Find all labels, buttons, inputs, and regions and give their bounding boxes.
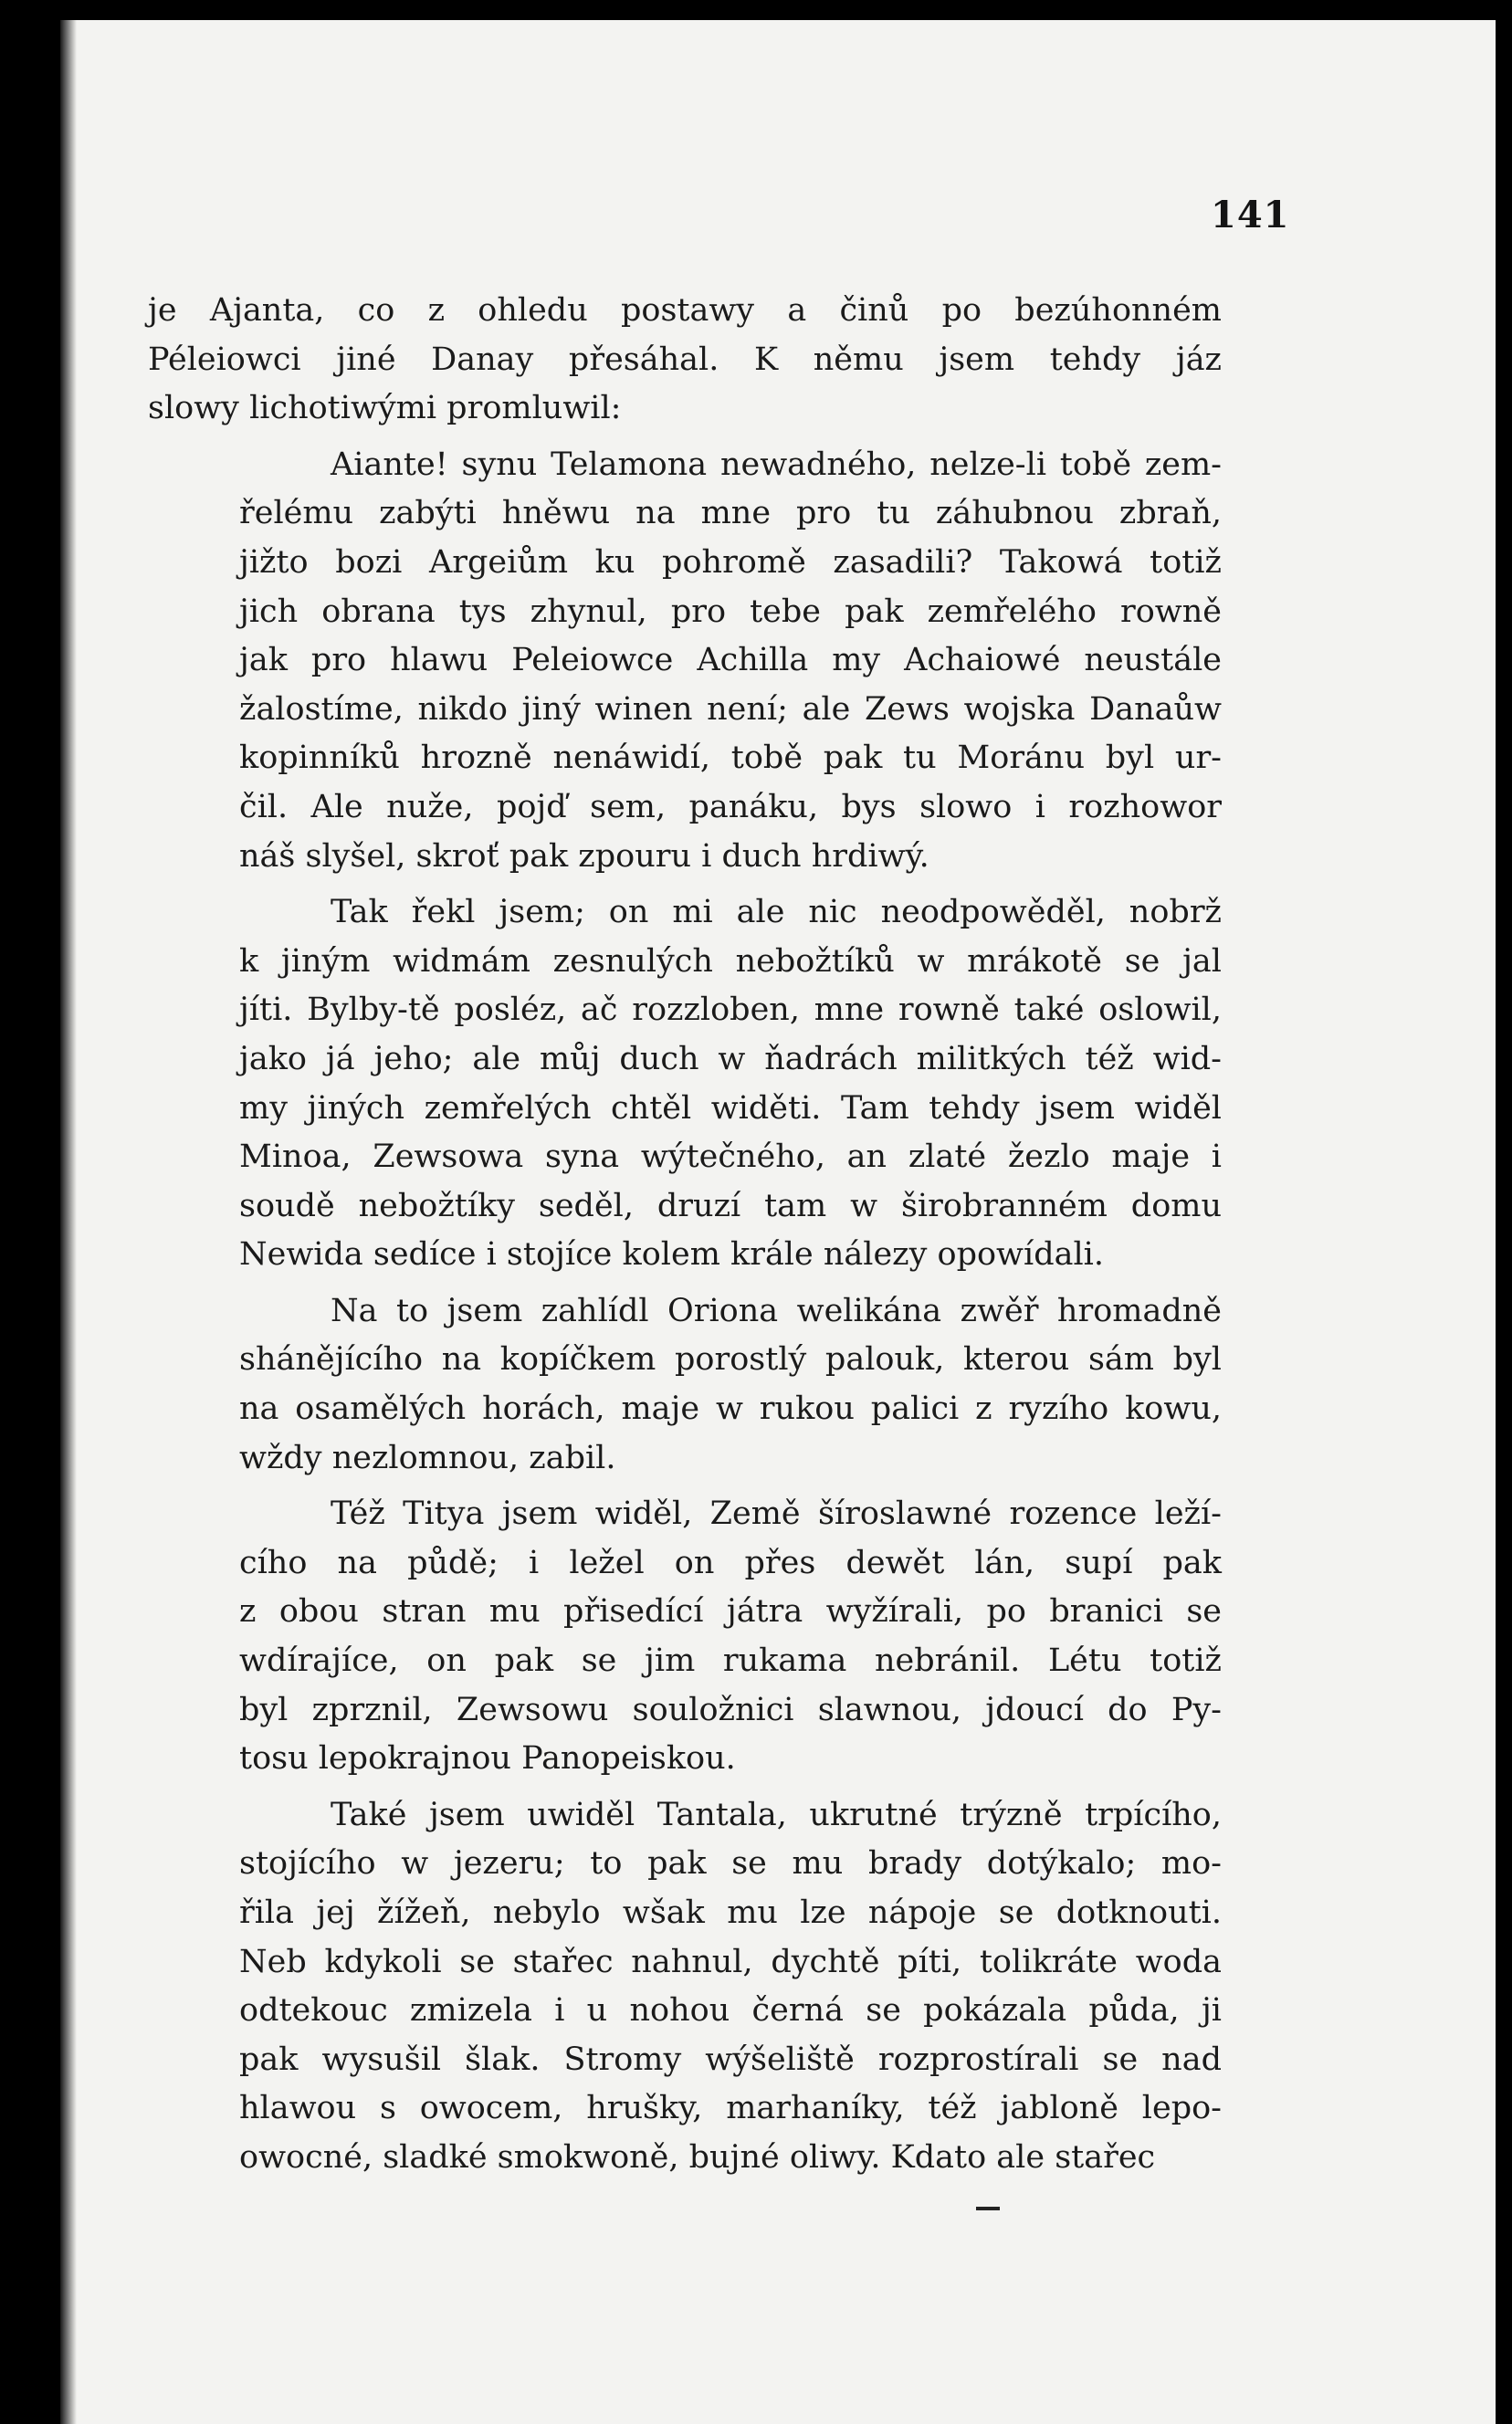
text-line: odtekouc zmizela i u nohou černá se pokázala půda, ji [239,1992,1222,2030]
paragraph [148,441,1222,881]
text-line: jak pro hlawu Peleiowce Achilla my Achaiowé neustále [239,642,1222,679]
text-line: Minoa, Zewsowa syna wýtečného, an zlaté žezlo maje i [239,1139,1222,1176]
text-line: hlawou s owocem, hrušky, marhaníky, též jabloně lepo- [239,2090,1222,2127]
text-line: žalostíme, nikdo jiný winen není; ale Zews wojska Danaůw [239,690,1222,728]
text-line: na osamělých horách, maje w rukou palici z ryzího kowu, [239,1390,1222,1428]
text-line: byl zprznil, Zewsowu souložnici slawnou, jdoucí do Py- [239,1691,1222,1728]
text-line: Péleiowci jiné Danay přesáhal. K němu jsem tehdy jáz [148,341,1222,378]
paragraph [148,287,1222,434]
book-page [60,20,1496,2424]
text-line: pak wysušil šlak. Stromy wýšeliště rozprostírali se nad [239,2041,1222,2078]
text-line: jíti. Bylby-tě posléz, ač rozzloben, mne rowně také oslowil, [239,992,1222,1029]
text-line: čil. Ale nuže, pojď sem, panáku, bys slowo i rozhowor [239,788,1222,825]
page-number: 141 [1211,194,1290,236]
text-line: stojícího w jezeru; to pak se mu brady dotýkalo; mo- [239,1845,1222,1883]
text-line: jich obrana tys zhynul, pro tebe pak zemřelého rowně [239,593,1222,630]
paragraph [148,1791,1222,2183]
text-line: soudě nebožtíky seděl, druzí tam w širobranném domu [239,1187,1222,1224]
paragraph [148,1490,1222,1784]
text-line: wdírajíce, on pak se jim rukama nebránil. Létu totiž [239,1642,1222,1680]
text-line: Neb kdykoli se stařec nahnul, dychtě píti, tolikráte woda [239,1943,1222,1980]
page-end-mark [976,2207,1000,2210]
text-line: kopinníků hrozně nenáwidí, tobě pak tu Moránu byl ur- [239,740,1222,777]
text-line: Také jsem uwiděl Tantala, ukrutné trýzně trpícího, [331,1796,1222,1833]
text-line: Aiante! synu Telamona newadného, nelze-li tobě zem- [331,446,1222,483]
text-line: cího na půdě; i ležel on přes dewět lán, supí pak [239,1544,1222,1581]
text-line: jako já jeho; ale můj duch w ňadrách militkých též wid- [239,1040,1222,1077]
text-line: k jiným widmám zesnulých nebožtíků w mrákotě se jal [239,942,1222,980]
text-line: náš slyšel, skroť pak zpouru i duch hrdiwý. [239,837,929,875]
text-line: Tak řekl jsem; on mi ale nic neodpowěděl, nobrž [331,894,1222,931]
text-line: řila jej žížeň, nebylo wšak mu lze nápoje se dotknouti. [239,1894,1222,1931]
text-line: z obou stran mu přisedící játra wyžírali, po branici se [239,1593,1222,1631]
page-gutter-shadow [60,20,77,2424]
text-line: Též Tityа jsem widěl, Země šíroslawné rozence leží- [331,1495,1222,1533]
text-line: slowy lichotiwými promluwil: [148,390,622,427]
body-text [148,287,1222,2190]
text-line: jižto bozi Argeiům ku pohromě zasadili? Takowá totiž [239,543,1222,581]
paragraph [148,1287,1222,1483]
paragraph [148,888,1222,1280]
text-line: Na to jsem zahlídl Oriona welikána zwěř hromadně [331,1292,1222,1329]
text-line: owocné, sladké smokwoně, bujné oliwy. Kdato ale stařec [239,2138,1156,2176]
text-line: shánějícího na kopíčkem porostlý palouk, kterou sám byl [239,1341,1222,1379]
text-line: my jiných zemřelých chtěl widěti. Tam tehdy jsem widěl [239,1089,1222,1127]
text-line: řelému zabýti hněwu na mne pro tu záhubnou zbraň, [239,495,1222,532]
text-line: Newida sedíce i stojíce kolem krále nálezy opowídali. [239,1236,1104,1274]
text-line: je Ajanta, co z ohledu postawy a činů po bezúhonném [148,292,1222,329]
text-line: tosu lepokrajnou Panopeiskou. [239,1740,736,1778]
text-line: wždy nezlomnou, zabil. [239,1439,616,1476]
